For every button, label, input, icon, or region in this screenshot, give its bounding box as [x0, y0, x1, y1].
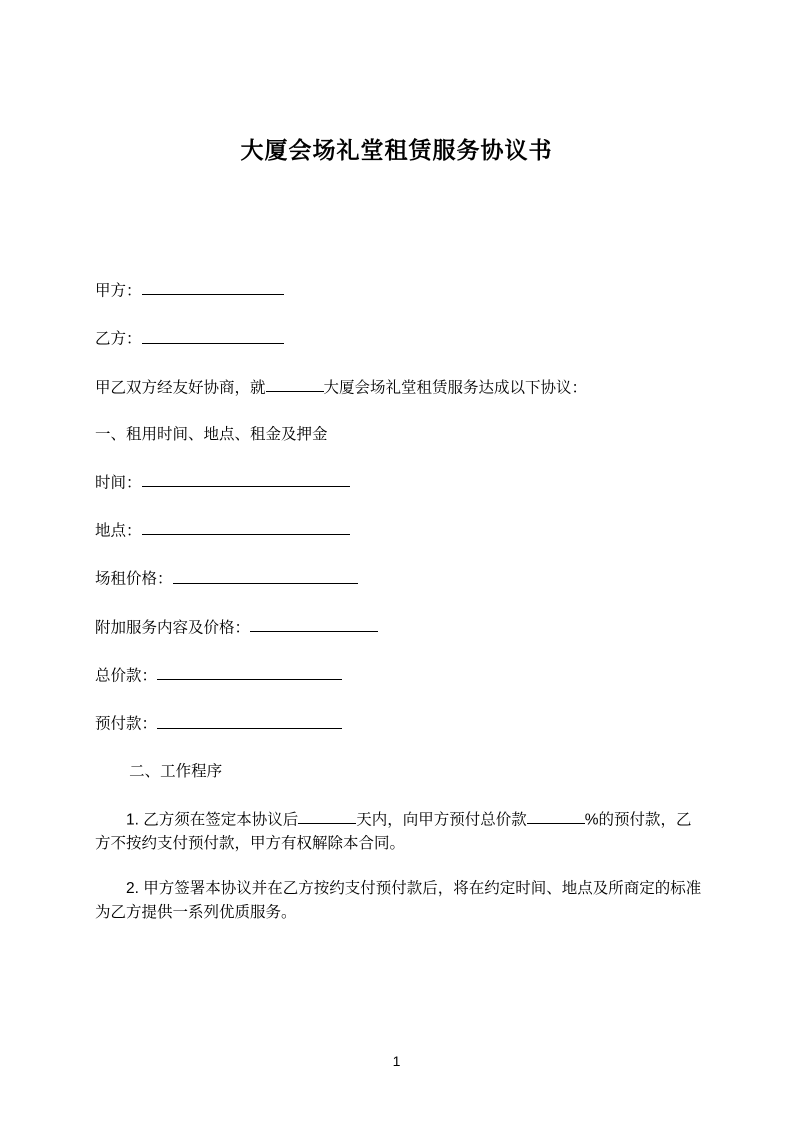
- field-venue-price-blank[interactable]: [173, 566, 358, 583]
- field-time-blank[interactable]: [142, 470, 350, 487]
- field-time: [95, 470, 705, 495]
- field-extra-services: [95, 615, 705, 640]
- field-location-label: 地点：: [95, 522, 142, 540]
- field-extra-services-label: 附加服务内容及价格：: [95, 618, 251, 636]
- item1-percent-blank[interactable]: [527, 807, 585, 824]
- field-prepayment: [95, 711, 705, 736]
- party-a-line: [95, 278, 705, 303]
- section-two-item-1: [95, 807, 705, 856]
- item1-mid1: 天内，向甲方预付总价款: [356, 810, 527, 828]
- field-venue-price: [95, 566, 705, 591]
- field-total-price: [95, 663, 705, 688]
- section-one-heading: 一、租用时间、地点、租金及押金: [95, 425, 328, 443]
- document-body: [95, 278, 705, 946]
- page-title: 大厦会场礼堂租赁服务协议书: [240, 137, 553, 163]
- section-two-heading: 二、工作程序: [129, 762, 223, 780]
- item1-prefix: 1. 乙方须在签定本协议后: [126, 810, 299, 828]
- field-total-price-blank[interactable]: [157, 663, 342, 680]
- field-location-blank[interactable]: [142, 518, 350, 535]
- intro-suffix: 大厦会场礼堂租赁服务达成以下协议：: [323, 378, 588, 396]
- item1-mid2: %的预付款，乙方不按约支付预付款，甲方有权解除本合同。: [95, 810, 692, 852]
- item1-days-blank[interactable]: [298, 807, 356, 824]
- intro-prefix: 甲乙双方经友好协商，就: [95, 378, 266, 396]
- intro-paragraph: [95, 375, 705, 400]
- party-b-line: [95, 326, 705, 351]
- party-a-label: 甲方：: [95, 282, 142, 300]
- field-prepayment-label: 预付款：: [95, 715, 158, 733]
- party-b-blank[interactable]: [142, 326, 284, 343]
- intro-blank[interactable]: [266, 375, 324, 392]
- field-location: [95, 518, 705, 543]
- section-two-item-2: 2. 甲方签署本协议并在乙方按约支付预付款后，将在约定时间、地点及所商定的标准为乙方提供一系列优质服务。: [95, 879, 702, 921]
- field-prepayment-blank[interactable]: [157, 711, 342, 728]
- page-number: 1: [392, 1053, 401, 1069]
- party-a-blank[interactable]: [142, 278, 284, 295]
- party-b-label: 乙方：: [95, 330, 142, 348]
- field-time-label: 时间：: [95, 474, 142, 492]
- field-total-price-label: 总价款：: [95, 667, 158, 685]
- field-extra-services-blank[interactable]: [250, 615, 378, 632]
- field-venue-price-label: 场租价格：: [95, 570, 173, 588]
